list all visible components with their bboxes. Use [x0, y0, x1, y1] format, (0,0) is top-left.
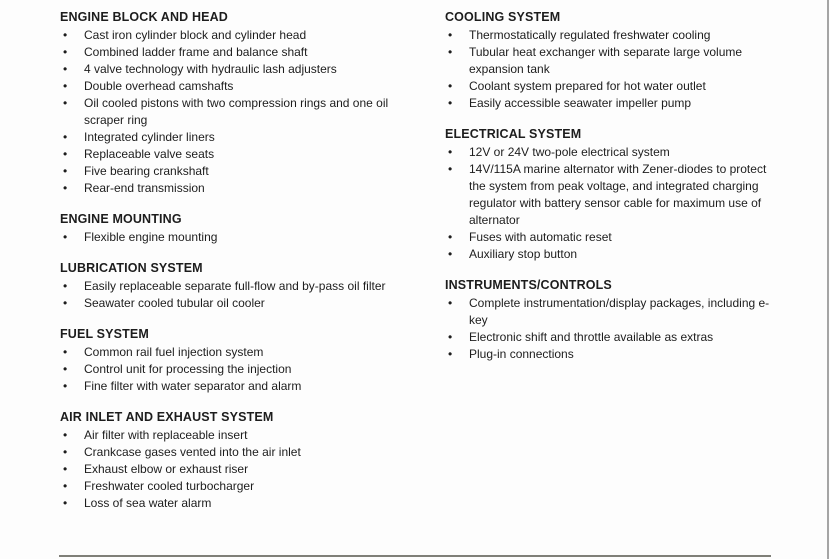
page-edge-divider	[827, 0, 829, 559]
spec-item-text: Air filter with replaceable insert	[84, 428, 248, 442]
section-heading: AIR INLET AND EXHAUST SYSTEM	[60, 410, 274, 424]
spec-item	[445, 346, 785, 363]
spec-item-text: Freshwater cooled turbocharger	[84, 479, 255, 493]
spec-list	[60, 344, 410, 395]
spec-item-text: Fuses with automatic reset	[469, 230, 612, 244]
spec-list	[60, 27, 410, 197]
spec-item	[60, 278, 410, 295]
spec-item-text: Fine filter with water separator and alarm	[84, 379, 302, 393]
spec-item	[445, 144, 785, 161]
bullet-icon	[445, 27, 469, 44]
bullet-icon	[60, 295, 84, 312]
right-column	[445, 9, 785, 377]
bullet-icon	[60, 461, 84, 478]
spec-list	[60, 278, 410, 312]
spec-item	[60, 27, 410, 44]
spec-item-text: Integrated cylinder liners	[84, 130, 215, 144]
spec-item-text: 4 valve technology with hydraulic lash adjusters	[84, 62, 337, 76]
spec-item	[60, 378, 410, 395]
spec-item-text: Combined ladder frame and balance shaft	[84, 45, 308, 59]
bullet-icon	[60, 229, 84, 246]
spec-list	[445, 27, 785, 112]
section-engine-mounting	[60, 211, 410, 246]
spec-item	[60, 180, 410, 197]
bullet-icon	[445, 246, 469, 263]
section-lubrication-system	[60, 260, 410, 312]
spec-item-text: Thermostatically regulated freshwater cooling	[469, 28, 711, 42]
spec-item-text: Common rail fuel injection system	[84, 345, 264, 359]
bullet-icon	[60, 344, 84, 361]
bullet-icon	[445, 144, 469, 161]
section-heading: INSTRUMENTS/CONTROLS	[445, 278, 612, 292]
spec-item-text: Oil cooled pistons with two compression rings and one oil scraper ring	[84, 96, 389, 127]
spec-item	[60, 61, 410, 78]
spec-item-text: Easily replaceable separate full-flow and by-pass oil filter	[84, 279, 386, 293]
spec-list	[60, 229, 410, 246]
bullet-icon	[445, 295, 469, 329]
spec-item-text: Five bearing crankshaft	[84, 164, 209, 178]
spec-item-text: Complete instrumentation/display packages, including e-key	[469, 296, 770, 327]
spec-item	[60, 461, 410, 478]
bullet-icon	[445, 95, 469, 112]
spec-item	[445, 161, 785, 229]
spec-item-text: Coolant system prepared for hot water outlet	[469, 79, 706, 93]
spec-item-text: Cast iron cylinder block and cylinder head	[84, 28, 307, 42]
section-electrical-system	[445, 126, 785, 263]
spec-item	[60, 78, 410, 95]
spec-list	[60, 427, 410, 512]
spec-item	[60, 163, 410, 180]
spec-list	[445, 295, 785, 363]
section-heading: ELECTRICAL SYSTEM	[445, 127, 582, 141]
spec-item-text: Seawater cooled tubular oil cooler	[84, 296, 265, 310]
bullet-icon	[60, 129, 84, 146]
bullet-icon	[60, 180, 84, 197]
spec-item-text: Exhaust elbow or exhaust riser	[84, 462, 249, 476]
bullet-icon	[60, 27, 84, 44]
section-heading: ENGINE BLOCK AND HEAD	[60, 10, 228, 24]
spec-item	[445, 229, 785, 246]
spec-item-text: Replaceable valve seats	[84, 147, 215, 161]
bullet-icon	[60, 163, 84, 180]
bullet-icon	[60, 44, 84, 61]
section-fuel-system	[60, 326, 410, 395]
bullet-icon	[60, 78, 84, 95]
spec-item	[445, 95, 785, 112]
spec-item	[445, 246, 785, 263]
spec-item	[60, 495, 410, 512]
section-heading: ENGINE MOUNTING	[60, 212, 182, 226]
spec-item	[60, 344, 410, 361]
section-instruments-controls	[445, 277, 785, 363]
spec-item	[60, 478, 410, 495]
bullet-icon	[60, 378, 84, 395]
spec-item	[445, 27, 785, 44]
spec-item	[445, 78, 785, 95]
section-heading: COOLING SYSTEM	[445, 10, 561, 24]
spec-item	[445, 44, 785, 78]
spec-item	[60, 44, 410, 61]
spec-item-text: Easily accessible seawater impeller pump	[469, 96, 692, 110]
bullet-icon	[445, 78, 469, 95]
bullet-icon	[445, 44, 469, 78]
spec-item-text: Control unit for processing the injection	[84, 362, 292, 376]
section-air-inlet-and-exhaust-system	[60, 409, 410, 512]
section-cooling-system	[445, 9, 785, 112]
spec-item-text: Loss of sea water alarm	[84, 496, 212, 510]
bullet-icon	[60, 61, 84, 78]
spec-item	[445, 295, 785, 329]
spec-item-text: 14V/115A marine alternator with Zener-diodes to protect the system from peak voltage, and integrated charging regulator with battery sensor cable for maximum use of alternator	[469, 162, 767, 227]
spec-item	[60, 295, 410, 312]
spec-item	[60, 146, 410, 163]
spec-item-text: Crankcase gases vented into the air inlet	[84, 445, 301, 459]
spec-item-text: 12V or 24V two-pole electrical system	[469, 145, 670, 159]
spec-item-text: Plug-in connections	[469, 347, 574, 361]
spec-item	[60, 129, 410, 146]
spec-item-text: Auxiliary stop button	[469, 247, 578, 261]
footer-divider	[59, 555, 771, 557]
spec-item	[60, 444, 410, 461]
spec-item-text: Double overhead camshafts	[84, 79, 234, 93]
spec-item	[60, 95, 410, 129]
bullet-icon	[60, 146, 84, 163]
bullet-icon	[445, 329, 469, 346]
spec-item-text: Flexible engine mounting	[84, 230, 218, 244]
bullet-icon	[445, 346, 469, 363]
spec-item	[60, 229, 410, 246]
bullet-icon	[445, 229, 469, 246]
spec-item-text: Tubular heat exchanger with separate large volume expansion tank	[469, 45, 743, 76]
spec-item	[60, 427, 410, 444]
spec-item	[445, 329, 785, 346]
bullet-icon	[60, 361, 84, 378]
spec-list	[445, 144, 785, 263]
section-heading: FUEL SYSTEM	[60, 327, 149, 341]
bullet-icon	[60, 495, 84, 512]
spec-item-text: Rear-end transmission	[84, 181, 205, 195]
section-heading: LUBRICATION SYSTEM	[60, 261, 203, 275]
bullet-icon	[60, 95, 84, 129]
bullet-icon	[60, 478, 84, 495]
spec-item-text: Electronic shift and throttle available as extras	[469, 330, 714, 344]
section-engine-block-and-head	[60, 9, 410, 197]
bullet-icon	[60, 444, 84, 461]
bullet-icon	[445, 161, 469, 229]
bullet-icon	[60, 427, 84, 444]
bullet-icon	[60, 278, 84, 295]
spec-item	[60, 361, 410, 378]
left-column	[60, 9, 410, 526]
